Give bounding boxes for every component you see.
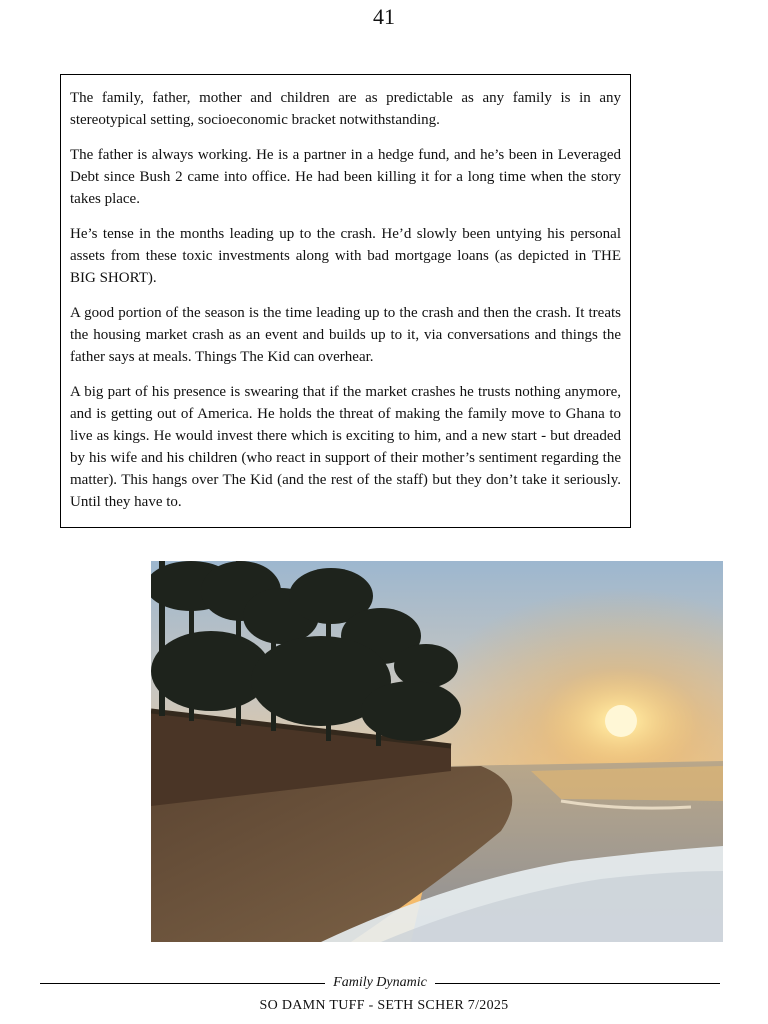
paragraph-2: The father is always working. He is a partner in a hedge fund, and he’s been in Leveraged Debt since Bush 2 came into office. He had been killing it for a long time when the story takes place. [70, 147, 621, 207]
page-number: 41 [373, 4, 395, 29]
paragraph-4: A good portion of the season is the time leading up to the crash and then the crash. It treats the housing market crash as an event and builds up to it, via conversations and things the father says at meals. Things The Kid can overhear. [70, 305, 621, 365]
section-title: Family Dynamic [333, 975, 427, 990]
footer-rule-left [40, 983, 325, 984]
footer-rule [40, 975, 720, 991]
body-text-box [60, 74, 631, 528]
footer-rule-right [435, 983, 720, 984]
paragraph-3: He’s tense in the months leading up to the crash. He’d slowly been untying his personal assets from these toxic investments along with bad mortgage loans (as depicted in THE BIG SHORT). [70, 226, 621, 286]
footer-credit: SO DAMN TUFF - SETH SCHER 7/2025 [259, 998, 509, 1013]
paragraph-5: A big part of his presence is swearing that if the market crashes he trusts nothing anymore, and is getting out of America. He holds the threat of making the family move to Ghana to live as kings. He would invest there which is exciting to him, and a new start - but dreaded by his wife and his children (who react in support of their mother’s sentiment regarding the matter). This hangs over The Kid (and the rest of the staff) but they don’t take it seriously. Until they have to. [70, 384, 621, 510]
beach-sunset-photo [151, 561, 723, 942]
paragraph-1: The family, father, mother and children are as predictable as any family is in any stereotypical setting, socioeconomic bracket notwithstanding. [70, 90, 621, 128]
